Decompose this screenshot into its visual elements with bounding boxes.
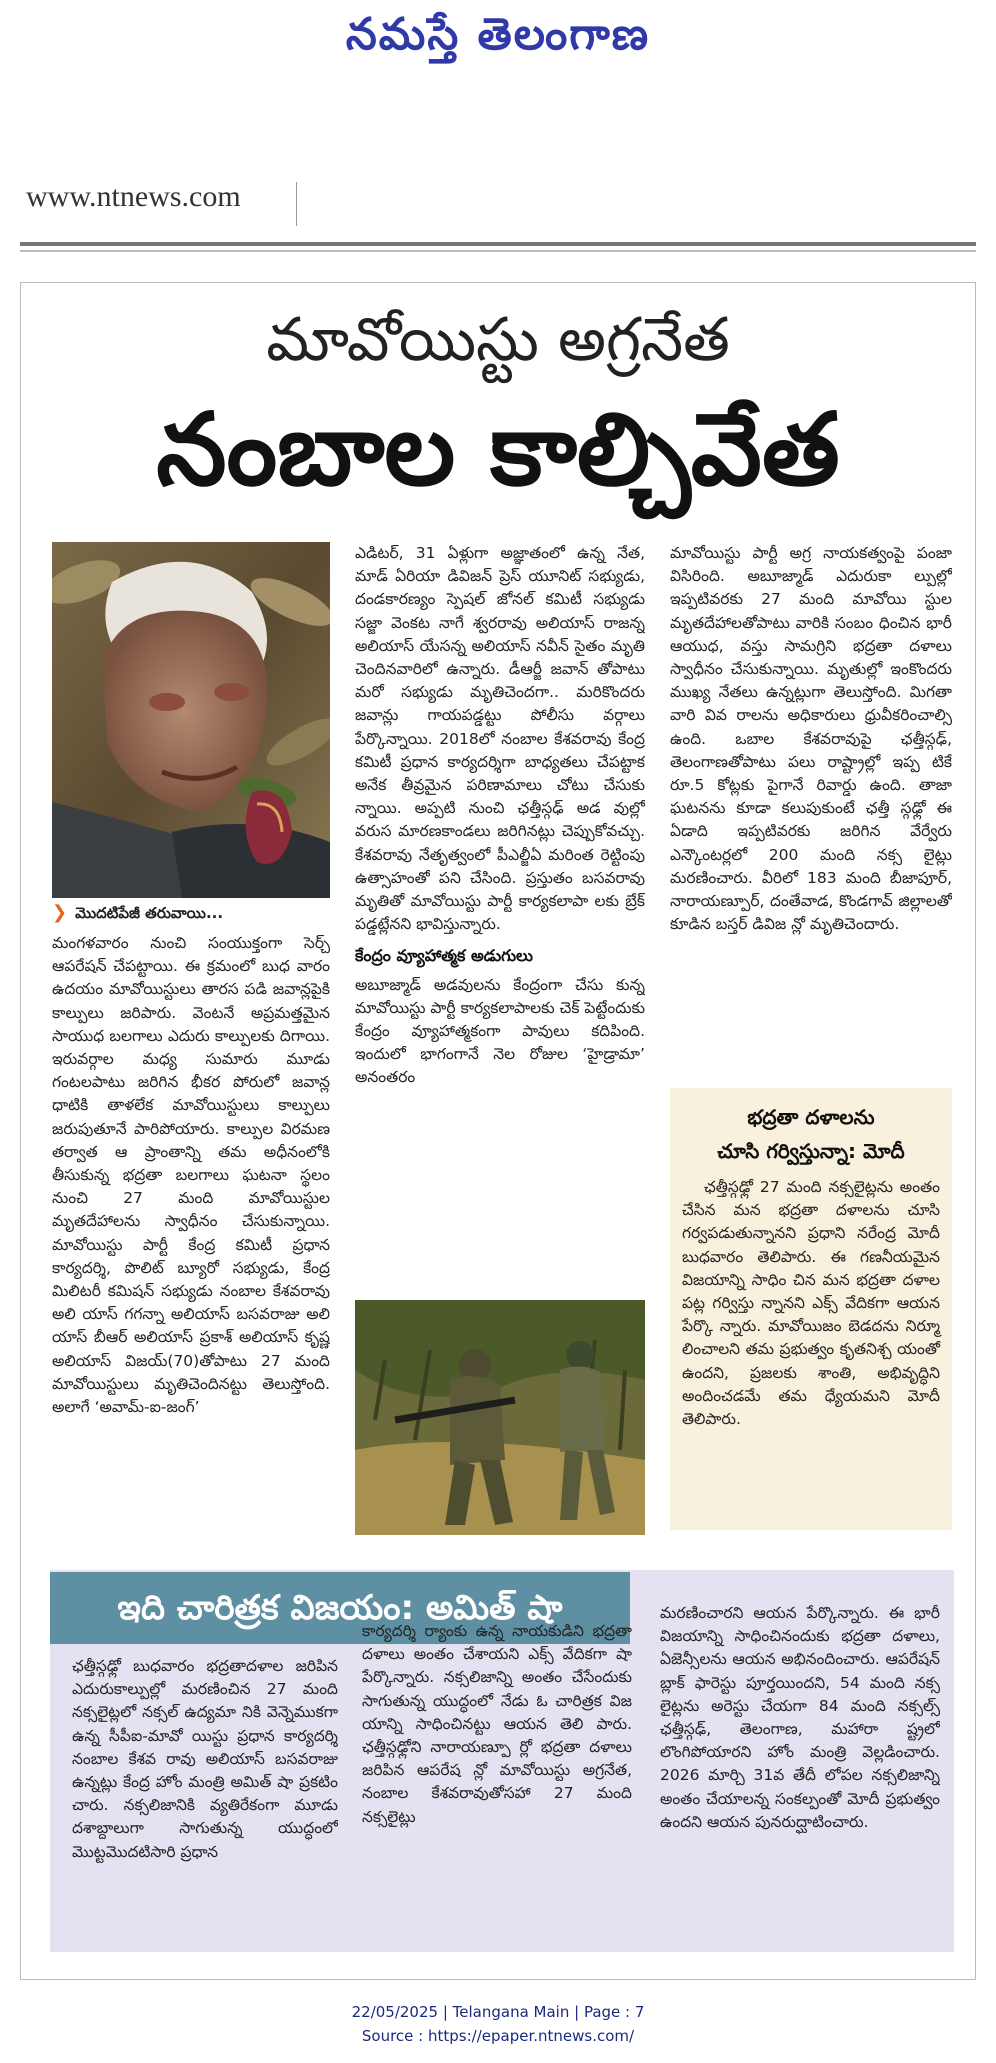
caption-arrow-icon: ❯: [52, 902, 68, 923]
article-kicker: మావోయిస్టు అగ్రనేత: [266, 305, 730, 375]
footer-date-line: 22/05/2025 | Telangana Main | Page : 7: [351, 2003, 645, 2021]
header-rule-thin: [20, 250, 976, 252]
box2-column-2-text: కార్యదర్శి ర్యాంకు ఉన్న నాయకుడిని భద్రతా దళాలు అంతం చేశాయని ఎక్స్ వేదికగా షా పేర్కొన్నారు. నక్సలిజాన్ని అంతం చేసేందుకు సాగుతున్న యుద్ధంలో నేడు ఓ చారిత్రక విజ యాన్ని సాధించినట్టు ఆయన తెలి పారు. ఛత్తీస్గఢ్లోని నారాయణ్పూ ర్లో భద్రతా దళాలు జరిపిన ఆపరేష న్లో మావోయిస్టు అగ్రనేత, నంబాల కేశవరావుతోసహా 27 మంది నక్సలైట్లు: [362, 1622, 632, 1826]
header-rule: [20, 242, 976, 246]
site-url: www.ntnews.com: [26, 180, 241, 213]
article-headline: నంబాల కాల్చివేత: [156, 391, 840, 508]
sidebar-modi: [670, 1088, 952, 1530]
amit-shah-banner: ఇది చారిత్రక విజయం: అమిత్ షా: [50, 1572, 630, 1644]
box2-column-1: [72, 1655, 338, 1947]
sidebar-title-line-1: భద్రతా దళాలను: [747, 1105, 875, 1129]
article-column-1: [52, 932, 330, 1547]
box2-column-2: [362, 1620, 632, 1947]
sidebar-body: ఛత్తీస్గఢ్లో 27 మంది నక్సలైట్లను అంతం చేసిన మన భద్రతా దళాలను చూసి గర్వపడుతున్నానని ప్రధాని నరేంద్ర మోదీ బుధవారం తెలిపారు. ఈ గణనీయమైన విజయాన్ని సాధిం చిన మన భద్రతా దళాల పట్ల గర్విస్తు న్నానని ఎక్స్ వేదికగా ఆయన పేర్కొ న్నారు. మావోయిజం బెడదను నిర్మూ లించాలని తమ ప్రభుత్వం కృతనిశ్చ యంతో ఉందని, ప్రజలకు శాంతి, అభివృద్ధిని అందించడమే తమ ధ్యేయమని మోదీ తెలిపారు.: [682, 1178, 940, 1429]
photo-security-forces: [355, 1300, 645, 1535]
article-column-3-text: మావోయిస్టు పార్టీ అగ్ర నాయకత్వంపై పంజా విసిరింది. అబూజ్మాడ్ ఎదురుకా ల్పుల్లో ఇప్పటివరకు 27 మంది మావోయి స్టుల మృతదేహాలతోపాటు వారికి సంబం ధించిన భారీ ఆయుధ, వస్తు సామగ్రిని భద్రతా దళాలు స్వాధీనం చేసుకున్నాయి. మృతుల్లో ఇంకొందరు ముఖ్య నేతలు ఉన్నట్లుగా తెలుస్తోంది. మిగతా వారి వివ రాలను అధికారులు ధ్రువీకరించాల్సి ఉంది. ఒబాల కేశవరావుపై ఛత్తీస్గఢ్, తెలంగాణతోపాటు పలు రాష్ట్రాల్లో ఇప్ప టికే రూ.5 కోట్లకు పైగానే రివార్డు ఉంది. తాజా ఘటనను కూడా కలుపుకుంటే ఛత్తీ స్గఢ్లో ఈ ఏడాది ఇప్పటివరకు జరిగిన వేర్వేరు ఎన్కౌంటర్లలో 200 మంది నక్స లైట్లు మరణించారు. వీరిలో 183 మంది బీజాపూర్, నారాయణ్పూర్, దంతేవాడ, కొండగావ్ జిల్లాలతో కూడిన బస్తర్ డివిజ న్లో మృతిచెందారు.: [670, 544, 952, 934]
article-column-2: [355, 542, 645, 1290]
masthead-logo: నమస్తే తెలంగాణ: [345, 9, 651, 60]
article-column-2a-text: ఎడిటర్, 31 ఏళ్లుగా అజ్ఞాతంలో ఉన్న నేత, మాడ్ ఏరియా డివిజన్ ప్రెస్ యూనిట్ సభ్యుడు, దండకారణ్యం స్పెషల్ జోనల్ కమిటీ సభ్యుడు సజ్జా వెంకట నాగే శ్వరరావు అలియాస్ రాజన్న అలియాస్ యేసన్న అలియాస్ నవీన్ సైతం మృతి చెందినవారిలో ఉన్నారు. డీఆర్జీ జవాన్ తోపాటు మరో సభ్యుడు మృతిచెందగా.. మరికొందరు జవాన్లు గాయపడ్డట్టు పోలీసు వర్గాలు పేర్కొన్నాయి. 2018లో నంబాల కేశవరావు కేంద్ర కమిటీ ప్రధాన కార్యదర్శిగా బాధ్యతలు చేపట్టాక అనేక తీవ్రమైన పరిణామాలు చోటు చేసుకు న్నాయి. అప్పటి నుంచి ఛత్తీస్గఢ్ అడ వుల్లో వరుస మారణకాండలు జరిగినట్లు చెప్పుకోవచ్చు. కేశవరావు నేతృత్వంలో పీఎల్జీఏ మరింత రెట్టింపు ఉత్సాహంతో పని చేసింది. ప్రస్తుతం బసవరావు మృతితో మావోయిస్టు పార్టీ కార్యకలాపా లకు బ్రేక్ పడ్డట్లేనని భావిస్తున్నారు.: [355, 544, 645, 934]
box2-column-3-text: మరణించారని ఆయన పేర్కొన్నారు. ఈ భారీ విజయాన్ని సాధించినందుకు భద్రతా దళాలు, ఏజెన్సీలను ఆయన అభినందించారు. ఆపరేషన్ బ్లాక్ ఫారెస్టు పూర్తయిందని, 54 మంది నక్స లైట్లను అరెస్టు చేయగా 84 మంది నక్సల్స్ ఛత్తీస్గఢ్, తెలంగాణ, మహారా ష్ట్రలో లొంగిపోయారని హోం మంత్రి వెల్లడించారు. 2026 మార్చి 31వ తేదీ లోపల నక్సలిజాన్ని అంతం చేయాలన్న సంకల్పంతో మోదీ ప్రభుత్వం ఉందని ఆయన పునరుద్ఘాటించారు.: [660, 1604, 940, 1831]
footer-source-link[interactable]: Source : https://epaper.ntnews.com/: [361, 2027, 635, 2045]
photo-caption: [52, 902, 330, 930]
article-subhead: కేంద్రం వ్యూహాత్మక అడుగులు: [355, 946, 533, 966]
sidebar-title: [670, 1088, 952, 1168]
article-column-1-text: మంగళవారం నుంచి సంయుక్తంగా సెర్చ్ ఆపరేషన్ చేపట్టాయి. ఈ క్రమంలో బుధ వారం ఉదయం మావోయిస్టులు తారస పడి జవాన్లపైకి కాల్పులు జరిపారు. వెంటనే అప్రమత్తమైన సాయుధ బలగాలు ఎదురు కాల్పులకు దిగాయి. ఇరువర్గాల మధ్య సుమారు మూడు గంటలపాటు జరిగిన భీకర పోరులో జవాన్ల ధాటికి తాళలేక మావోయిస్టులు కాల్పులు జరుపుతూనే పారిపోయారు. కాల్పుల విరమణ తర్వాత ఆ ప్రాంతాన్ని తమ అధీనంలోకి తీసుకున్న భద్రతా బలగాలు ఘటనా స్థలం నుంచి 27 మంది మావోయిస్టుల మృతదేహాలను స్వాధీనం చేసుకున్నాయి. మావోయిస్టు పార్టీ కేంద్ర కమిటీ ప్రధాన కార్యదర్శి, పొలిట్ బ్యూరో సభ్యుడు, కేంద్ర మిలిటరీ కమిషన్ సభ్యుడు నంబాల కేశవరావు అలి యాస్ గగన్నా అలియాస్ బసవరాజు అలి యాస్ బీఆర్ అలియాస్ ప్రకాశ్ అలియాస్ కృష్ణ అలియాస్ విజయ్(70)తోపాటు 27 మంది మావోయిస్టులు మృతిచెందినట్టు తెలుస్తోంది. అలాగే ‘అవామ్-ఐ-జంగ్’: [52, 934, 330, 1417]
photo-slain-leader: [52, 542, 330, 898]
sidebar-title-line-2: చూసి గర్విస్తున్నా: మోదీ: [717, 1139, 905, 1163]
box2-column-1-text: ఛత్తీస్గఢ్లో బుధవారం భద్రతాదళాల జరిపిన ఎదురుకాల్పుల్లో మరణించిన 27 మంది నక్సలైట్లలో నక్సల్ ఉద్యమా నికి వెన్నెముకగా ఉన్న సీపీఐ-మావో యిస్టు ప్రధాన కార్యదర్శి నంబాల కేశవ రావు అలియాస్ బసవరాజు ఉన్నట్లు కేంద్ర హోం మంత్రి అమిత్ షా ప్రకటిం చారు. నక్సలిజానికి వ్యతిరేకంగా మూడు దశాబ్దాలుగా సాగుతున్న యుద్ధంలో మొట్టమొదటిసారి ప్రధాన: [72, 1657, 338, 1861]
box2-column-3: [660, 1602, 940, 1947]
photo-caption-text: మొదటిపేజీ తరువాయి...: [75, 904, 224, 922]
article-column-2b-text: అబూజ్మాడ్ అడవులను కేంద్రంగా చేసు కున్న మావోయిస్టు పార్టీ కార్యకలాపాలకు చెక్ పెట్టేందుకు కేంద్రం వ్యూహాత్మకంగా పావులు కదిపింది. ఇందులో భాగంగానే నెల రోజుల ‘హైడ్రామా’ అనంతరం: [355, 975, 645, 1087]
url-divider: [296, 182, 297, 226]
article-column-3: [670, 542, 952, 1077]
